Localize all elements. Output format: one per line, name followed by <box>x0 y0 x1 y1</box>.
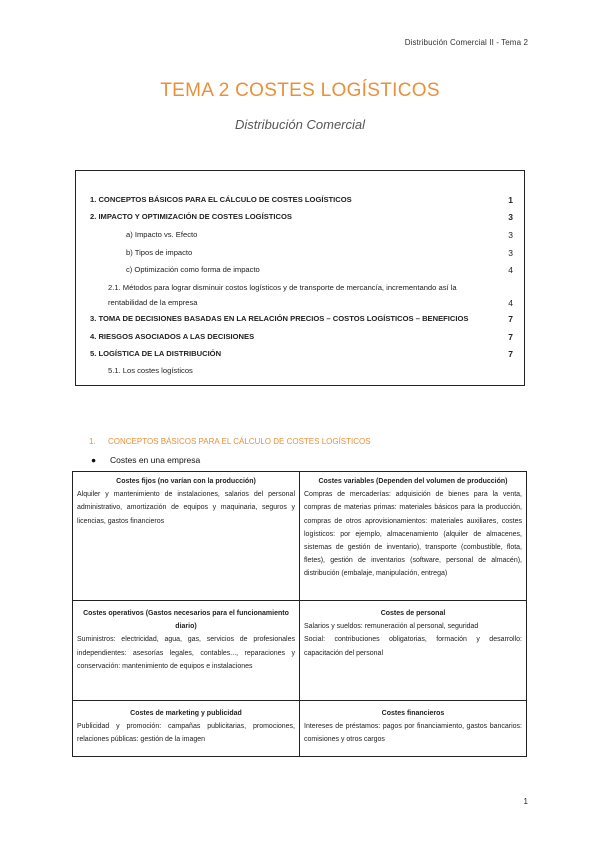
toc-entry-page: 3 <box>508 248 513 258</box>
cell-body: Publicidad y promoción: campañas publicitarias, promociones, relaciones públicas: gestión de la imagen <box>77 723 295 744</box>
cell-title: Costes fijos (no varían con la producción) <box>116 478 256 485</box>
document-header: Distribución Comercial II - Tema 2 <box>404 38 528 47</box>
cell-title: Costes operativos (Gastos necesarios para el funcionamiento diario) <box>83 610 289 631</box>
page-number: 1 <box>523 797 528 806</box>
cell-title: Costes de marketing y publicidad <box>130 710 242 717</box>
table-cell <box>300 472 527 601</box>
table-row <box>73 601 527 701</box>
table-cell <box>300 701 527 757</box>
cell-body: Alquiler y mantenimiento de instalaciones, salarios del personal administrativo, amortización de equipos y maquinaria, seguros y licencias, gastos financieros <box>77 491 295 525</box>
table-cell <box>73 601 300 701</box>
table-cell <box>300 601 527 701</box>
toc-entry-text: c) Optimización como forma de impacto <box>126 265 260 274</box>
bullet-icon: ● <box>91 455 97 465</box>
cell-title: Costes de personal <box>380 610 446 617</box>
table-of-contents <box>75 170 525 386</box>
toc-entry-text: a) Impacto vs. Efecto <box>126 230 198 239</box>
section-number: 1. <box>89 437 96 446</box>
cell-title: Costes variables (Dependen del volumen de producción) <box>318 478 508 485</box>
toc-entry-page: 3 <box>508 230 513 240</box>
cell-body: Suministros: electricidad, agua, gas, servicios de profesionales independientes: asesorías legales, contables..., reparaciones y conservación: mantenimiento de equipos e instalaciones <box>77 636 295 670</box>
cell-body: Salarios y sueldos: remuneración al personal, seguridad <box>304 623 479 631</box>
table-row <box>73 701 527 757</box>
toc-entry-text: 2. IMPACTO Y OPTIMIZACIÓN DE COSTES LOGÍSTICOS <box>90 212 292 221</box>
toc-entry-page: 4 <box>508 265 513 275</box>
bullet-text: Costes en una empresa <box>110 455 201 465</box>
toc-entry-text: rentabilidad de la empresa <box>108 298 198 307</box>
table-cell <box>73 701 300 757</box>
toc-entry-page: 1 <box>508 195 513 205</box>
toc-entry-text: b) Tipos de impacto <box>126 248 193 257</box>
toc-entry-text: 2.1. Métodos para lograr disminuir costos logísticos y de transporte de mercancía, incrementando así la <box>108 283 457 292</box>
toc-entry-text: 5. LOGÍSTICA DE LA DISTRIBUCIÓN <box>90 349 222 358</box>
section-title: CONCEPTOS BÁSICOS PARA EL CÁLCULO DE COSTES LOGÍSTICOS <box>108 437 371 446</box>
toc-entry-text: 5.1. Los costes logísticos <box>108 366 193 375</box>
page-title: TEMA 2 COSTES LOGÍSTICOS <box>160 80 440 101</box>
toc-entry-page: 7 <box>508 332 513 342</box>
cell-title: Costes financieros <box>381 710 445 717</box>
toc-entry-text: 4. RIESGOS ASOCIADOS A LAS DECISIONES <box>90 332 255 341</box>
toc-entry-page: 7 <box>508 314 513 324</box>
costs-table <box>72 471 527 757</box>
toc-entry-page: 3 <box>508 212 513 222</box>
cell-body: Social: contribuciones obligatorias, formación y desarrollo: capacitación del personal <box>304 636 522 657</box>
toc-entry-text: 1. CONCEPTOS BÁSICOS PARA EL CÁLCULO DE COSTES LOGÍSTICOS <box>90 195 352 204</box>
toc-entry-page: 4 <box>508 298 513 308</box>
cell-body: Compras de mercaderías: adquisición de bienes para la venta, compras de materias primas: materiales básicos para la producción, compras de otros aprovisionamientos: materiales auxiliares, costes logísticos: por ejemplo, almacenamiento (alquiler de almacenes, sistemas de gestión de inventario), transporte (combustible, flota, fletes), gestión de inventarios (software, personal de almacén), distribución (embalaje, manipulación, entrega) <box>304 491 522 578</box>
table-row <box>73 472 527 601</box>
table-cell <box>73 472 300 601</box>
toc-entry-text: 3. TOMA DE DECISIONES BASADAS EN LA RELACIÓN PRECIOS – COSTOS LOGÍSTICOS – BENEFICIOS <box>90 314 469 323</box>
toc-entry-page: 7 <box>508 349 513 359</box>
page-subtitle: Distribución Comercial <box>234 117 366 132</box>
cell-body: Intereses de préstamos: pagos por financiamiento, gastos bancarios: comisiones y otros cargos <box>304 723 522 744</box>
